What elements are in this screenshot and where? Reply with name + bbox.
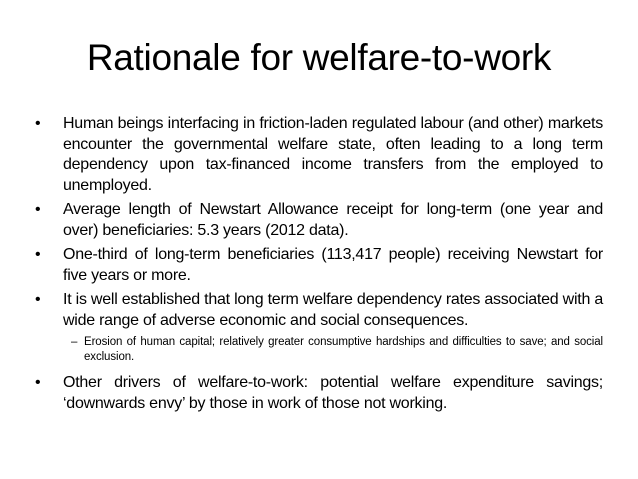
bullet-list: [35, 114, 603, 418]
bullet-text: Average length of Newstart Allowance receipt for long-term (one year and over) beneficiaries: 5.3 years (2012 data).: [63, 201, 603, 239]
sub-bullet-text: Erosion of human capital; relatively greater consumptive hardships and difficulties to save; and social exclusion.: [84, 336, 603, 363]
bullet-item: [35, 290, 603, 331]
bullet-marker: •: [35, 246, 41, 263]
bullet-text: One-third of long-term beneficiaries (113,417 people) receiving Newstart for five years or more.: [63, 246, 603, 284]
bullet-text: It is well established that long term welfare dependency rates associated with a wide range of adverse economic and social consequences.: [63, 291, 603, 329]
bullet-item: [35, 114, 603, 196]
bullet-marker: •: [35, 291, 41, 308]
slide-title: Rationale for welfare-to-work: [86, 37, 552, 78]
bullet-item: [35, 245, 603, 286]
bullet-text: Human beings interfacing in friction-laden regulated labour (and other) markets encounter the governmental welfare state, often leading to a long term dependency upon tax-financed income transfers from the employed to unemployed.: [63, 115, 603, 194]
bullet-marker: •: [35, 201, 41, 218]
bullet-marker: •: [35, 374, 41, 391]
bullet-item: [35, 200, 603, 241]
bullet-text: Other drivers of welfare-to-work: potential welfare expenditure savings; ‘downwards envy’ by those in work of those not working.: [63, 374, 603, 412]
bullet-item: [35, 373, 603, 414]
bullet-marker: •: [35, 115, 41, 132]
sub-bullet-item: [35, 335, 603, 365]
sub-bullet-marker: –: [71, 336, 78, 348]
